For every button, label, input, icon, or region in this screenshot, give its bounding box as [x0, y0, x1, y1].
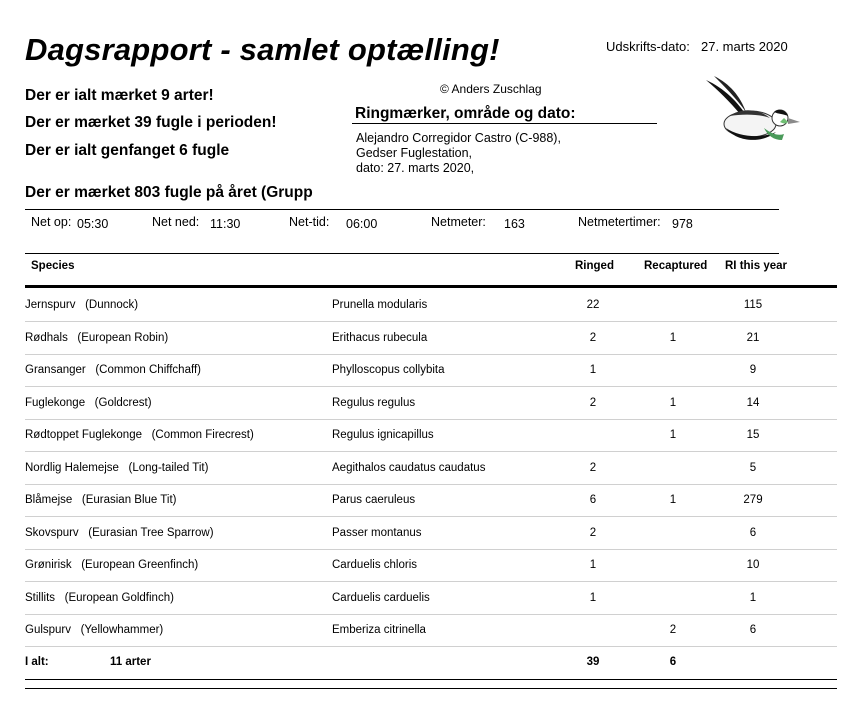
total-rule-1 [25, 679, 837, 680]
header-ri-this-year: RI this year [725, 260, 787, 272]
species-name: Gulspurv (Yellowhammer) [25, 624, 164, 636]
species-ringed: 2 [589, 331, 597, 344]
species-name: Gransanger (Common Chiffchaff) [25, 364, 201, 376]
table-row-divider [25, 386, 837, 387]
species-ri-this-year: 5 [749, 461, 757, 474]
species-latin: Carduelis carduelis [332, 591, 430, 604]
net-top-rule [25, 209, 779, 210]
summary-recaptured: Der er ialt genfanget 6 fugle [25, 142, 230, 159]
species-latin: Passer montanus [332, 526, 422, 539]
species-name: Nordlig Halemejse (Long-tailed Tit) [25, 461, 209, 474]
species-ri-this-year: 15 [746, 429, 760, 441]
net-op-value: 05:30 [77, 217, 109, 231]
net-meter-value: 163 [504, 217, 525, 231]
total-ringed: 39 [586, 656, 600, 668]
species-name: Rødtoppet Fuglekonge (Common Firecrest) [25, 429, 254, 441]
species-ri-this-year: 279 [743, 494, 763, 506]
species-name: Grønirisk (European Greenfinch) [25, 559, 199, 571]
ringer-date: dato: 27. marts 2020, [356, 161, 475, 175]
species-ri-this-year: 9 [749, 364, 757, 376]
table-row-divider [25, 549, 837, 550]
eider-duck-icon [700, 72, 802, 150]
net-metertimer-label: Netmetertimer: [578, 215, 661, 229]
table-row-divider [25, 484, 837, 485]
species-ringed: 22 [586, 299, 600, 311]
net-ned-label: Net ned: [152, 215, 200, 229]
species-ringed: 1 [589, 364, 597, 376]
ringer-location: Gedser Fuglestation, [356, 146, 473, 160]
total-label: I alt: [25, 656, 49, 668]
total-species-count: 11 arter [110, 656, 151, 668]
page-title: Dagsrapport - samlet optælling! [25, 32, 500, 67]
net-tid-label: Net-tid: [289, 215, 330, 229]
species-name: Stillits (European Goldfinch) [25, 591, 174, 604]
species-latin: Regulus regulus [332, 396, 416, 409]
species-ringed: 1 [589, 591, 597, 604]
species-ri-this-year: 10 [746, 559, 760, 571]
species-latin: Aegithalos caudatus caudatus [332, 461, 486, 474]
summary-species-count: Der er ialt mærket 9 arter! [25, 87, 214, 104]
species-latin: Phylloscopus collybita [332, 364, 445, 376]
species-ri-this-year: 6 [749, 624, 757, 636]
table-header-top-rule [25, 253, 779, 254]
species-name: Fuglekonge (Goldcrest) [25, 396, 152, 409]
species-recaptured: 1 [669, 429, 677, 441]
table-row-divider [25, 451, 837, 452]
net-ned-value: 11:30 [210, 217, 241, 231]
print-date-value: 27. marts 2020 [701, 39, 788, 54]
species-ri-this-year: 14 [746, 396, 760, 409]
species-name: Blåmejse (Eurasian Blue Tit) [25, 494, 177, 506]
copyright: © Anders Zuschlag [440, 82, 542, 96]
table-row-divider [25, 581, 837, 582]
species-latin: Carduelis chloris [332, 559, 418, 571]
ringer-name: Alejandro Corregidor Castro (C-988), [356, 131, 561, 145]
species-name: Rødhals (European Robin) [25, 331, 169, 344]
ringer-heading: Ringmærker, område og dato: [355, 105, 576, 122]
ringer-divider [352, 123, 657, 124]
species-latin: Prunella modularis [332, 299, 428, 311]
net-tid-value: 06:00 [346, 217, 378, 231]
table-row-divider [25, 516, 837, 517]
species-ri-this-year: 6 [749, 526, 757, 539]
table-header-bottom-rule [25, 285, 837, 288]
species-name: Skovspurv (Eurasian Tree Sparrow) [25, 526, 214, 539]
table-row-divider [25, 321, 837, 322]
total-recaptured: 6 [669, 656, 677, 668]
species-recaptured: 1 [669, 396, 677, 409]
species-recaptured: 2 [669, 624, 677, 636]
species-ri-this-year: 115 [743, 299, 763, 311]
species-recaptured: 1 [669, 494, 677, 506]
net-metertimer-value: 978 [672, 217, 693, 231]
total-rule-2 [25, 688, 837, 689]
table-row-divider [25, 354, 837, 355]
species-latin: Parus caeruleus [332, 494, 416, 506]
species-recaptured: 1 [669, 331, 677, 344]
header-recaptured: Recaptured [644, 260, 708, 272]
species-ri-this-year: 21 [746, 331, 760, 344]
table-row-divider [25, 646, 837, 647]
species-ringed: 2 [589, 461, 597, 474]
species-name: Jernspurv (Dunnock) [25, 299, 139, 311]
species-ri-this-year: 1 [749, 591, 757, 604]
species-ringed: 1 [589, 559, 597, 571]
net-op-label: Net op: [31, 215, 72, 229]
species-latin: Regulus ignicapillus [332, 429, 434, 441]
species-ringed: 2 [589, 526, 597, 539]
header-ringed: Ringed [575, 260, 614, 272]
species-ringed: 2 [589, 396, 597, 409]
table-row-divider [25, 419, 837, 420]
header-species: Species [31, 260, 75, 272]
species-latin: Erithacus rubecula [332, 331, 428, 344]
species-latin: Emberiza citrinella [332, 624, 426, 636]
summary-birds-ringed: Der er mærket 39 fugle i perioden! [25, 114, 277, 131]
species-ringed: 6 [589, 494, 597, 506]
year-total: Der er mærket 803 fugle på året (Grupp [25, 184, 313, 201]
print-date-label: Udskrifts-dato: [606, 39, 690, 54]
table-row-divider [25, 614, 837, 615]
net-meter-label: Netmeter: [431, 215, 486, 229]
